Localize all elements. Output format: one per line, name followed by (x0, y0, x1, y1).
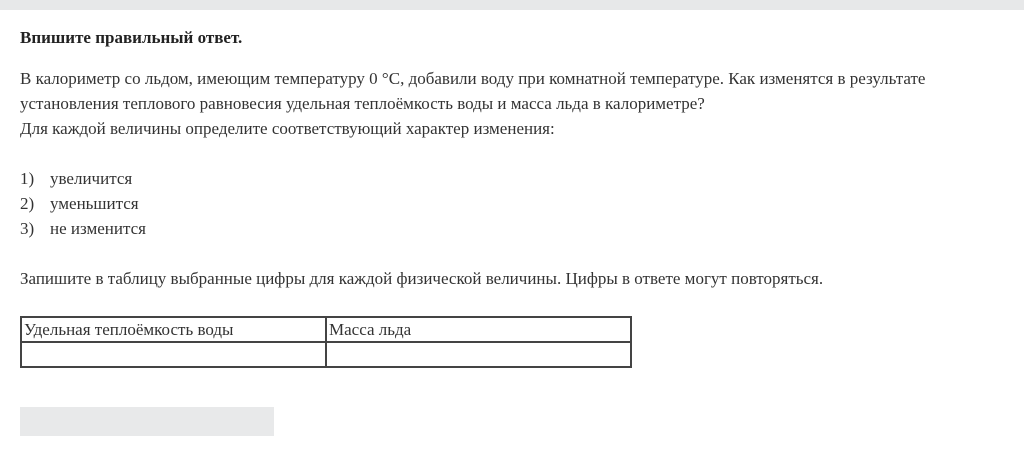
top-bar (0, 0, 1024, 10)
answer-table-header-row (21, 317, 631, 342)
option-number: 1) (20, 169, 35, 188)
header-ice-mass: Масса льда (326, 317, 631, 342)
answer-cell-specific-heat (21, 342, 326, 367)
option-label: увеличится (50, 169, 133, 188)
option-label: не изменится (50, 219, 146, 238)
option-number: 3) (20, 219, 35, 238)
question-line-2: установления теплового равновесия удельная теплоёмкость воды и масса льда в калориметре? (20, 94, 705, 113)
header-specific-heat: Удельная теплоёмкость воды (21, 317, 326, 342)
answer-table (20, 316, 632, 368)
option-item (20, 216, 146, 241)
answer-cell-ice-mass (326, 342, 631, 367)
task-heading: Впишите правильный ответ. (20, 28, 243, 47)
options-list (20, 166, 146, 241)
answer-table-input-row (21, 342, 631, 367)
option-item (20, 191, 146, 216)
answer-input-ice-mass[interactable] (329, 344, 628, 366)
question-line-1: В калориметр со льдом, имеющим температуру 0 °C, добавили воду при комнатной температуре. Как изменятся в результате (20, 69, 926, 88)
answer-input-specific-heat[interactable] (24, 344, 323, 366)
question-line-3: Для каждой величины определите соответствующий характер изменения: (20, 119, 555, 138)
submit-button[interactable] (20, 407, 274, 436)
option-item (20, 166, 146, 191)
question-text (20, 66, 1010, 141)
option-label: уменьшится (50, 194, 139, 213)
instruction-text: Запишите в таблицу выбранные цифры для каждой физической величины. Цифры в ответе могут повторяться. (20, 269, 824, 288)
option-number: 2) (20, 194, 35, 213)
